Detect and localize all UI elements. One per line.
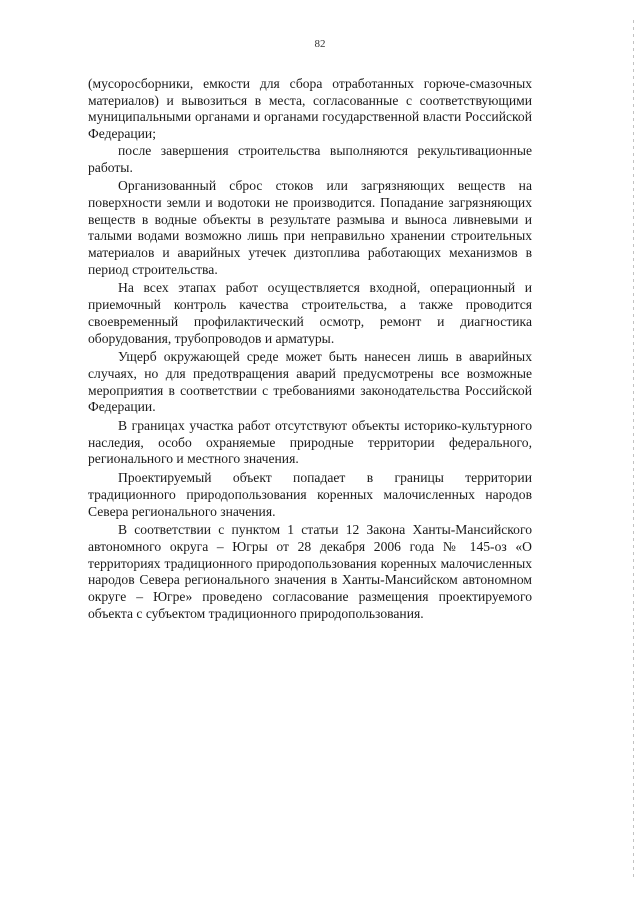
paragraph-2: после завершения строительства выполняются рекультивационные работы. <box>88 142 532 175</box>
page-number: 82 <box>314 38 326 50</box>
paragraph-4: На всех этапах работ осуществляется входной, операционный и приемочный контроль качества строительства, а также проводится своевременный профилактический осмотр, ремонт и диагностика оборудования, трубопроводов и арматуры. <box>88 280 532 346</box>
scan-edge <box>633 20 634 880</box>
paragraph-7: Проектируемый объект попадает в границы территории традиционного природопользования коренных малочисленных народов Севера регионального значения. <box>88 470 532 519</box>
paragraph-1: (мусоросборники, емкости для сбора отработанных горюче-смазочных материалов) и вывозиться в места, согласованные с соответствующими муниципальными органами и органами государственной власти Российской Федерации; <box>88 76 532 142</box>
document-body <box>88 76 532 623</box>
paragraph-6: В границах участка работ отсутствуют объекты историко-культурного наследия, особо охраняемые природные территории федерального, регионального и местного значения. <box>88 418 532 467</box>
paragraph-3: Организованный сброс стоков или загрязняющих веществ на поверхности земли и водотоки не производится. Попадание загрязняющих веществ в водные объекты в результате размыва и выноса ливневыми и талыми водами возможно лишь при неправильно хранении строительных материалов и аварийных утечек дизтоплива работающих механизмов в период строительства. <box>88 178 532 277</box>
paragraph-5: Ущерб окружающей среде может быть нанесен лишь в аварийных случаях, но для предотвращения аварий предусмотрены все возможные мероприятия в соответствии с требованиями законодательства Российской Федерации. <box>88 349 532 415</box>
paragraph-8: В соответствии с пунктом 1 статьи 12 Закона Ханты-Мансийского автономного округа – Югры от 28 декабря 2006 года № 145-оз «О территориях традиционного природопользования коренных малочисленных народов Севера регионального значения в Ханты-Мансийском автономном округе – Югре» проведено согласование размещения проектируемого объекта с субъектом традиционного природопользования. <box>88 522 532 621</box>
